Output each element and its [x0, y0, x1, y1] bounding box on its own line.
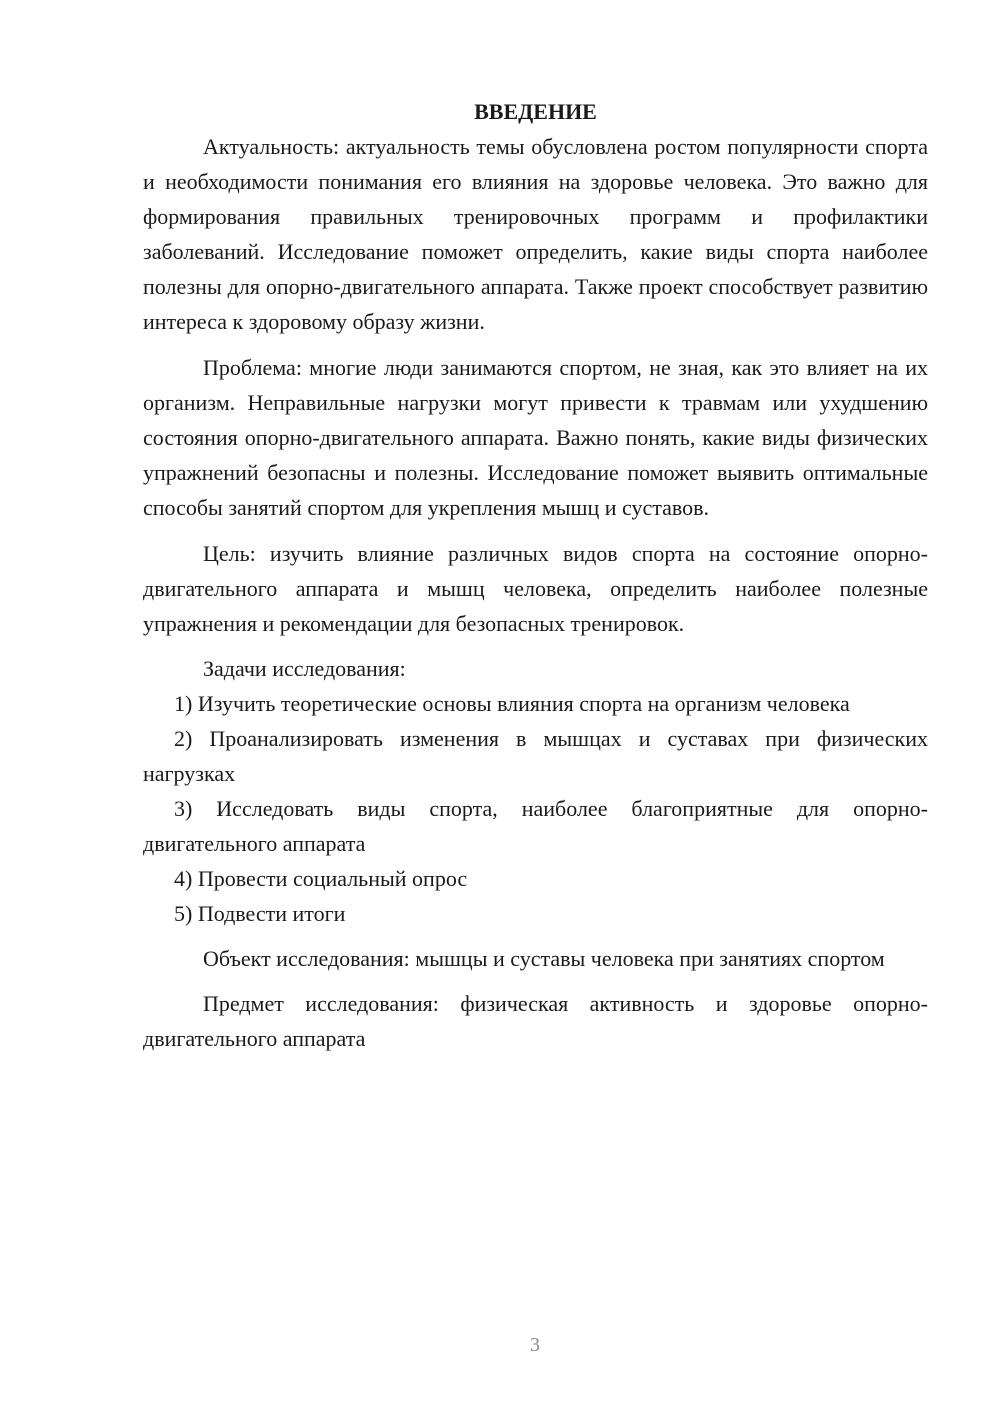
task-item-4: 4) Провести социальный опрос — [174, 866, 468, 891]
task-item-5: 5) Подвести итоги — [174, 901, 346, 926]
task-item-2: 2) Проанализировать изменения в мышцах и суставах при физических нагрузках — [143, 726, 928, 786]
section-heading: ВВЕДЕНИЕ — [474, 99, 597, 124]
goal-paragraph: Цель: изучить влияние различных видов спорта на состояние опорно-двигательного аппарата и мышц человека, определить наиболее полезные упражнения и рекомендации для безопасных тренировок. — [143, 541, 928, 636]
page-content — [143, 94, 928, 1056]
tasks-title: Задачи исследования: — [203, 656, 406, 681]
object-paragraph: Объект исследования: мышцы и суставы человека при занятиях спортом — [203, 946, 885, 971]
task-item-1: 1) Изучить теоретические основы влияния спорта на организм человека — [174, 691, 850, 716]
relevance-paragraph: Актуальность: актуальность темы обусловлена ростом популярности спорта и необходимости понимания его влияния на здоровье человека. Это важно для формирования правильных тренировочных программ и профилактики заболеваний. Исследование поможет определить, какие виды спорта наиболее полезны для опорно-двигательного аппарата. Также проект способствует развитию интереса к здоровому образу жизни. — [143, 134, 928, 334]
problem-paragraph: Проблема: многие люди занимаются спортом, не зная, как это влияет на их организм. Неправильные нагрузки могут привести к травмам или ухудшению состояния опорно-двигательного аппарата. Важно понять, какие виды физических упражнений безопасны и полезны. Исследование поможет выявить оптимальные способы занятий спортом для укрепления мышц и суставов. — [143, 355, 928, 520]
task-item-3: 3) Исследовать виды спорта, наиболее благоприятные для опорно-двигательного аппарата — [143, 796, 928, 856]
subject-paragraph: Предмет исследования: физическая активность и здоровье опорно-двигательного аппарата — [143, 991, 928, 1051]
page-number: 3 — [530, 1334, 540, 1356]
